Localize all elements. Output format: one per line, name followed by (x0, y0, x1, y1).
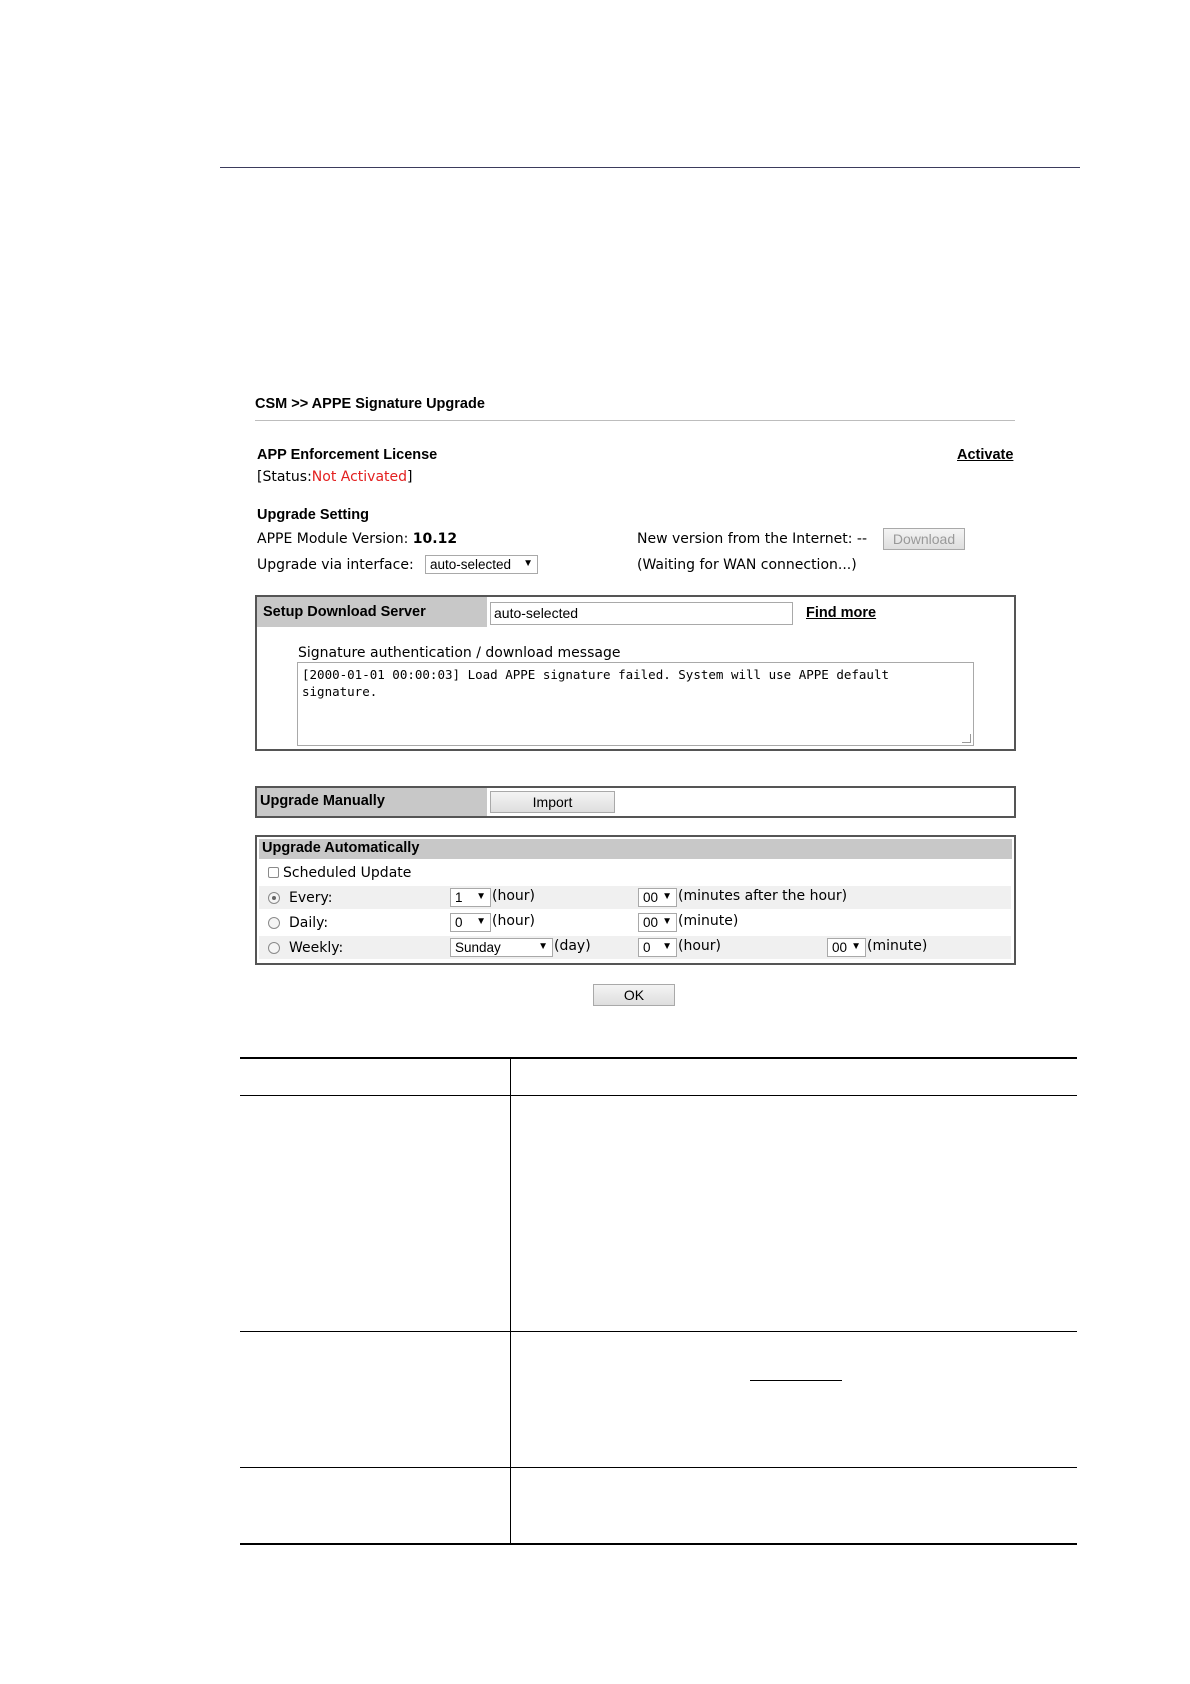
chevron-down-icon: ▼ (476, 891, 486, 902)
every-minute-value: 00 (643, 890, 659, 905)
table-bottom-rule (240, 1543, 1077, 1545)
interface-select[interactable] (425, 555, 538, 574)
description-table (240, 1057, 1077, 1544)
download-server-box (255, 595, 1016, 751)
message-label: Signature authentication / download message (298, 645, 621, 661)
chevron-down-icon: ▼ (851, 941, 861, 952)
import-button[interactable]: Import (490, 791, 615, 813)
breadcrumb-divider (255, 420, 1015, 421)
weekly-day-value: Sunday (455, 940, 501, 955)
chevron-down-icon: ▼ (476, 916, 486, 927)
server-input[interactable]: auto-selected (490, 602, 793, 625)
weekly-hour-value: 0 (643, 940, 651, 955)
daily-minute-select[interactable] (638, 913, 677, 932)
every-minute-select[interactable] (638, 888, 677, 907)
every-hour-value: 1 (455, 890, 463, 905)
download-button[interactable]: Download (883, 528, 965, 550)
upgrade-setting-title: Upgrade Setting (257, 507, 369, 523)
download-server-header: Setup Download Server (257, 597, 487, 627)
status-prefix: [Status: (257, 469, 312, 485)
scheduled-update-label: Scheduled Update (283, 865, 412, 881)
find-more-link[interactable]: Find more (806, 605, 877, 621)
every-label: Every: (289, 890, 333, 906)
weekly-hour-unit: (hour) (678, 938, 721, 954)
table-header-rule (240, 1095, 1077, 1096)
page-top-rule (220, 167, 1080, 168)
daily-minute-unit: (minute) (678, 913, 739, 929)
license-title: APP Enforcement License (257, 447, 438, 463)
every-radio[interactable] (268, 892, 280, 904)
weekly-day-unit: (day) (554, 938, 591, 954)
weekly-minute-value: 00 (832, 940, 848, 955)
every-row-band (259, 886, 1011, 909)
every-minute-unit: (minutes after the hour) (678, 888, 848, 904)
upgrade-manually-header: Upgrade Manually (257, 788, 487, 816)
license-status (257, 469, 413, 485)
upgrade-manually-box (255, 786, 1016, 818)
chevron-down-icon: ▼ (662, 941, 672, 952)
activate-link[interactable]: Activate (957, 447, 1014, 463)
module-version-value: 10.12 (412, 531, 458, 547)
daily-hour-value: 0 (455, 915, 463, 930)
ok-button[interactable]: OK (593, 984, 675, 1006)
daily-radio[interactable] (268, 917, 280, 929)
scheduled-update-checkbox[interactable] (268, 867, 279, 878)
new-version-label: New version from the Internet: -- (637, 531, 868, 547)
weekly-minute-select[interactable] (827, 938, 866, 957)
chevron-down-icon: ▼ (538, 941, 548, 952)
daily-hour-select[interactable] (450, 913, 491, 932)
table-row-rule (240, 1467, 1077, 1468)
every-hour-select[interactable] (450, 888, 491, 907)
table-column-divider (510, 1057, 511, 1544)
message-textarea[interactable] (297, 662, 974, 746)
interface-label: Upgrade via interface: (257, 557, 414, 573)
weekly-label: Weekly: (289, 940, 344, 956)
resize-handle-icon[interactable] (962, 734, 971, 743)
daily-label: Daily: (289, 915, 329, 931)
daily-hour-unit: (hour) (492, 913, 535, 929)
module-version (257, 531, 457, 547)
message-text: [2000-01-01 00:00:03] Load APPE signature failed. System will use APPE default signature. (302, 667, 897, 699)
weekly-day-select[interactable] (450, 938, 553, 957)
upgrade-automatically-header: Upgrade Automatically (259, 839, 1012, 859)
underline-mark (750, 1380, 842, 1381)
daily-minute-value: 00 (643, 915, 659, 930)
upgrade-automatically-box (255, 835, 1016, 965)
weekly-minute-unit: (minute) (867, 938, 928, 954)
weekly-radio[interactable] (268, 942, 280, 954)
table-row-rule (240, 1331, 1077, 1332)
status-suffix: ] (407, 469, 413, 485)
interface-select-value: auto-selected (430, 557, 512, 572)
table-top-rule (240, 1057, 1077, 1059)
chevron-down-icon: ▼ (662, 916, 672, 927)
every-hour-unit: (hour) (492, 888, 535, 904)
status-value: Not Activated (311, 469, 408, 485)
module-version-label: APPE Module Version: (257, 531, 409, 547)
breadcrumb: CSM >> APPE Signature Upgrade (255, 396, 485, 412)
wan-status: (Waiting for WAN connection...) (637, 557, 857, 573)
weekly-hour-select[interactable] (638, 938, 677, 957)
chevron-down-icon: ▼ (662, 891, 672, 902)
chevron-down-icon: ▼ (523, 558, 533, 569)
